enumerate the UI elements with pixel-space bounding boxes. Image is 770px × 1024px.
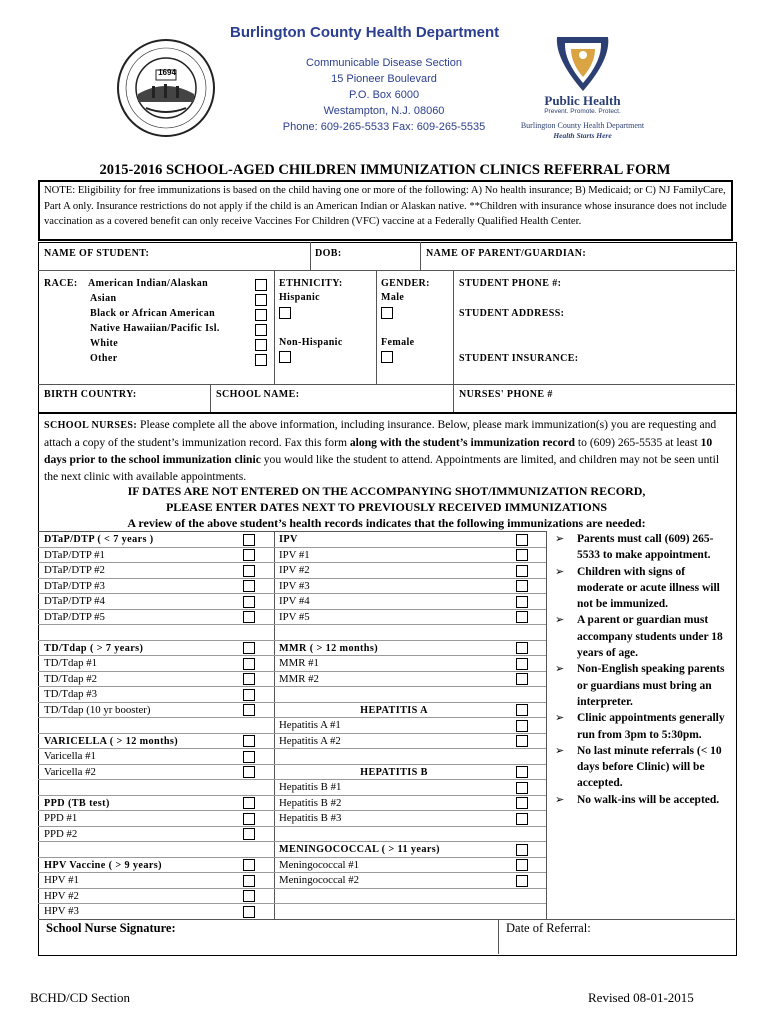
- phone-fax: Phone: 609-265-5533 Fax: 609-265-5535: [282, 121, 486, 133]
- immunization-label: DTaP/DTP ( < 7 years ): [44, 534, 154, 545]
- immunization-checkbox[interactable]: [243, 797, 255, 809]
- race-checkbox[interactable]: [255, 339, 267, 351]
- immunization-checkbox[interactable]: [516, 766, 528, 778]
- immunization-checkbox[interactable]: [243, 689, 255, 701]
- student-insurance-field[interactable]: STUDENT INSURANCE:: [459, 353, 579, 364]
- immunization-checkbox[interactable]: [516, 642, 528, 654]
- school-name-field[interactable]: SCHOOL NAME:: [216, 389, 300, 400]
- county-seal-logo: [116, 38, 216, 138]
- non-hispanic-label: Non-Hispanic: [279, 337, 343, 348]
- immunization-checkbox[interactable]: [516, 673, 528, 685]
- race-checkbox[interactable]: [255, 354, 267, 366]
- female-label: Female: [381, 337, 415, 348]
- non-hispanic-checkbox[interactable]: [279, 351, 291, 363]
- immunization-label: TD/Tdap #1: [44, 657, 98, 669]
- form-title: 2015-2016 SCHOOL-AGED CHILDREN IMMUNIZATION CLINICS REFERRAL FORM: [99, 162, 671, 178]
- immunization-label: IPV #1: [279, 548, 310, 561]
- immunization-checkbox[interactable]: [516, 813, 528, 825]
- immunization-label: PPD (TB test): [44, 797, 110, 809]
- race-checkbox[interactable]: [255, 294, 267, 306]
- ethnicity-label: ETHNICITY:: [279, 278, 343, 289]
- instr-text-2: to (609) 265-5535 at least: [575, 436, 701, 449]
- immunization-label: Hepatitis B #2: [279, 796, 342, 809]
- immunization-checkbox[interactable]: [243, 751, 255, 763]
- clinic-note-item: [553, 743, 733, 792]
- clinic-note-item: [553, 531, 733, 564]
- birth-country-field[interactable]: BIRTH COUNTRY:: [44, 389, 137, 400]
- immunization-label: IPV #3: [279, 579, 310, 592]
- immunization-checkbox[interactable]: [516, 797, 528, 809]
- immunization-checkbox[interactable]: [243, 580, 255, 592]
- review-line: A review of the above student’s health records indicates that the following immunizations are needed:: [127, 516, 646, 530]
- student-phone-field[interactable]: STUDENT PHONE #:: [459, 278, 562, 289]
- immunization-label: Hepatitis A #2: [279, 734, 341, 747]
- immunization-label: DTaP/DTP #1: [44, 548, 105, 561]
- immunization-label: IPV: [279, 534, 298, 545]
- clinic-note-text: Clinic appointments generally run from 3pm to 5:30pm.: [577, 712, 725, 741]
- clinic-note-item: [553, 612, 733, 661]
- race-checkbox[interactable]: [255, 309, 267, 321]
- race-checkbox[interactable]: [255, 279, 267, 291]
- name-of-student-field[interactable]: NAME OF STUDENT:: [44, 248, 150, 259]
- hispanic-checkbox[interactable]: [279, 307, 291, 319]
- nurse-instructions: [44, 416, 730, 485]
- immunization-label: PPD #2: [44, 827, 78, 840]
- immunization-label: IPV #4: [279, 595, 310, 607]
- arrow-bullet-icon: ➢: [555, 792, 565, 806]
- immunization-label: HPV #2: [44, 889, 79, 902]
- hispanic-label: Hispanic: [279, 292, 320, 303]
- arrow-bullet-icon: ➢: [555, 532, 565, 545]
- immunization-checkbox[interactable]: [516, 534, 528, 546]
- race-option-label: Black or African American: [90, 308, 216, 319]
- immunization-checkbox[interactable]: [243, 735, 255, 747]
- immunization-label: TD/Tdap (10 yr booster): [44, 703, 151, 716]
- immunization-checkbox[interactable]: [243, 673, 255, 685]
- immunization-label: MMR ( > 12 months): [279, 642, 379, 654]
- immunization-checkbox[interactable]: [243, 766, 255, 778]
- male-label: Male: [381, 292, 405, 303]
- public-health-logo: [505, 33, 660, 143]
- parent-guardian-field[interactable]: NAME OF PARENT/GUARDIAN:: [426, 248, 587, 259]
- immunization-label: MENINGOCOCCAL ( > 11 years): [279, 844, 440, 855]
- immunization-label: Varicella #2: [44, 765, 96, 778]
- race-checkbox[interactable]: [255, 324, 267, 336]
- race-option-label: Native Hawaiian/Pacific Isl.: [90, 323, 220, 334]
- section-name: Communicable Disease Section: [306, 57, 462, 69]
- arrow-bullet-icon: ➢: [555, 711, 565, 725]
- immunization-label: HPV Vaccine ( > 9 years): [44, 859, 162, 871]
- gender-label: GENDER:: [381, 278, 430, 289]
- immunization-label: IPV #5: [279, 610, 310, 623]
- department-name: Burlington County Health Department: [230, 24, 500, 41]
- race-option-label: White: [90, 338, 119, 349]
- instr-text-3: you would like the student to attend. Appointments are limited, and children may not be seen until the next clinic with available appointments.: [44, 453, 720, 483]
- immunization-label: Varicella #1: [44, 750, 96, 762]
- immunization-label: HEPATITIS B: [360, 766, 428, 778]
- immunization-label: HPV #3: [44, 905, 79, 917]
- immunization-checkbox[interactable]: [243, 813, 255, 825]
- student-address-field[interactable]: STUDENT ADDRESS:: [459, 308, 565, 319]
- immunization-label: Meningococcal #1: [279, 858, 360, 871]
- clinic-note-item: [553, 792, 733, 808]
- clinic-note-item: [553, 661, 733, 710]
- immunization-checkbox[interactable]: [516, 704, 528, 716]
- clinic-note-text: Parents must call (609) 265-5533 to make appointment.: [577, 533, 714, 562]
- address-city: Westampton, N.J. 08060: [323, 105, 445, 117]
- clinic-note-text: No last minute referrals (< 10 days before Clinic) will be accepted.: [577, 744, 722, 790]
- dob-field[interactable]: DOB:: [315, 248, 342, 259]
- immunization-label: DTaP/DTP #2: [44, 564, 105, 576]
- address-line-1: 15 Pioneer Boulevard: [331, 73, 437, 85]
- immunization-label: HPV #1: [44, 874, 79, 886]
- immunization-checkbox[interactable]: [516, 844, 528, 856]
- immunization-checkbox[interactable]: [516, 720, 528, 732]
- immunization-checkbox[interactable]: [243, 906, 255, 918]
- race-option-label: Asian: [90, 293, 117, 304]
- address-line-2: P.O. Box 6000: [348, 89, 420, 101]
- immunization-label: TD/Tdap #2: [44, 672, 98, 685]
- race-option-label: Other: [90, 353, 118, 364]
- clinic-note-text: Children with signs of moderate or acute illness will not be immunized.: [577, 565, 720, 611]
- immunization-checkbox[interactable]: [243, 534, 255, 546]
- immunization-checkbox[interactable]: [243, 596, 255, 608]
- instr-bold-2: 10 days prior to the school immunization clinic: [44, 436, 713, 466]
- immunization-label: DTaP/DTP #4: [44, 595, 105, 607]
- immunization-label: DTaP/DTP #3: [44, 579, 105, 592]
- race-option-label: American Indian/Alaskan: [88, 278, 209, 289]
- instr-text-1: Please complete all the above information, including insurance. Below, please mark immunization(s) you are requesting and attach a copy of the student’s immunization record. Fax this form: [44, 418, 717, 449]
- immunization-label: IPV #2: [279, 564, 310, 576]
- race-label: RACE:: [44, 278, 78, 289]
- warning-line-2: PLEASE ENTER DATES NEXT TO PREVIOUSLY RECEIVED IMMUNIZATIONS: [165, 500, 608, 514]
- date-of-referral-field[interactable]: Date of Referral:: [506, 921, 591, 935]
- arrow-bullet-icon: ➢: [555, 564, 565, 578]
- immunization-label: TD/Tdap #3: [44, 688, 98, 700]
- arrow-bullet-icon: ➢: [555, 613, 565, 627]
- immunization-checkbox[interactable]: [243, 875, 255, 887]
- footer-revised: Revised 08-01-2015: [588, 990, 694, 1005]
- instr-bold-1: along with the student’s immunization record: [349, 436, 575, 449]
- immunization-label: Hepatitis B #1: [279, 781, 342, 793]
- immunization-checkbox[interactable]: [243, 890, 255, 902]
- immunization-checkbox[interactable]: [516, 875, 528, 887]
- nurses-phone-field[interactable]: NURSES' PHONE #: [459, 389, 553, 400]
- immunization-label: DTaP/DTP #5: [44, 610, 105, 623]
- footer-section: BCHD/CD Section: [30, 990, 131, 1005]
- immunization-label: MMR #1: [279, 657, 319, 669]
- immunization-checkbox[interactable]: [243, 549, 255, 561]
- immunization-checkbox[interactable]: [516, 580, 528, 592]
- immunization-label: Meningococcal #2: [279, 874, 360, 886]
- immunization-label: Hepatitis B #3: [279, 812, 342, 824]
- immunization-checkbox[interactable]: [243, 704, 255, 716]
- arrow-bullet-icon: ➢: [555, 662, 565, 676]
- immunization-label: MMR #2: [279, 672, 319, 685]
- immunization-checkbox[interactable]: [516, 596, 528, 608]
- immunization-label: PPD #1: [44, 812, 78, 824]
- clinic-notes: [553, 531, 733, 808]
- immunization-checkbox[interactable]: [243, 859, 255, 871]
- male-checkbox[interactable]: [381, 307, 393, 319]
- immunization-checkbox[interactable]: [243, 828, 255, 840]
- ph-logo-title: Public Health: [544, 93, 621, 108]
- immunization-checkbox[interactable]: [516, 549, 528, 561]
- ph-logo-slogan: Health Starts Here: [553, 131, 612, 140]
- ph-logo-dept: Burlington County Health Department: [520, 121, 645, 130]
- immunization-checkbox[interactable]: [243, 658, 255, 670]
- clinic-note-item: [553, 710, 733, 743]
- eligibility-note: NOTE: Eligibility for free immunizations is based on the child having one or more of the following: A) No health insurance; B) Medicaid; or C) NJ FamilyCare, Part A only. Insurance restrictions do not apply if the child is an American Indian or Alaskan native. **Children with insurance whose insurance does not include vaccination as a covered benefit can only receive Vaccines For Children (VFC) vaccine at a Federally Qualified Health Center.: [38, 180, 733, 241]
- immunization-checkbox[interactable]: [516, 658, 528, 670]
- immunization-checkbox[interactable]: [243, 642, 255, 654]
- immunization-label: Hepatitis A #1: [279, 719, 341, 731]
- immunization-checkbox[interactable]: [516, 611, 528, 623]
- immunization-checkbox[interactable]: [516, 859, 528, 871]
- immunization-label: HEPATITIS A: [360, 704, 428, 716]
- immunization-checkbox[interactable]: [243, 611, 255, 623]
- clinic-note-text: Non-English speaking parents or guardians must bring an interpreter.: [577, 663, 725, 708]
- arrow-bullet-icon: ➢: [555, 743, 565, 757]
- nurse-signature-field[interactable]: School Nurse Signature:: [46, 921, 176, 935]
- warning-line-1: IF DATES ARE NOT ENTERED ON THE ACCOMPANYING SHOT/IMMUNIZATION RECORD,: [127, 484, 646, 498]
- immunization-checkbox[interactable]: [516, 782, 528, 794]
- immunization-checkbox[interactable]: [243, 565, 255, 577]
- clinic-note-text: A parent or guardian must accompany students under 18 years of age.: [577, 614, 723, 660]
- immunization-label: VARICELLA ( > 12 months): [44, 735, 179, 747]
- ph-logo-tagline: Prevent. Promote. Protect.: [544, 108, 621, 115]
- seal-year: 1694: [158, 68, 176, 77]
- female-checkbox[interactable]: [381, 351, 393, 363]
- clinic-note-text: No walk-ins will be accepted.: [577, 793, 720, 806]
- immunization-checkbox[interactable]: [516, 565, 528, 577]
- immunization-checkbox[interactable]: [516, 735, 528, 747]
- clinic-note-item: [553, 564, 733, 613]
- instr-lead: SCHOOL NURSES:: [44, 420, 138, 431]
- immunization-label: TD/Tdap ( > 7 years): [44, 642, 144, 654]
